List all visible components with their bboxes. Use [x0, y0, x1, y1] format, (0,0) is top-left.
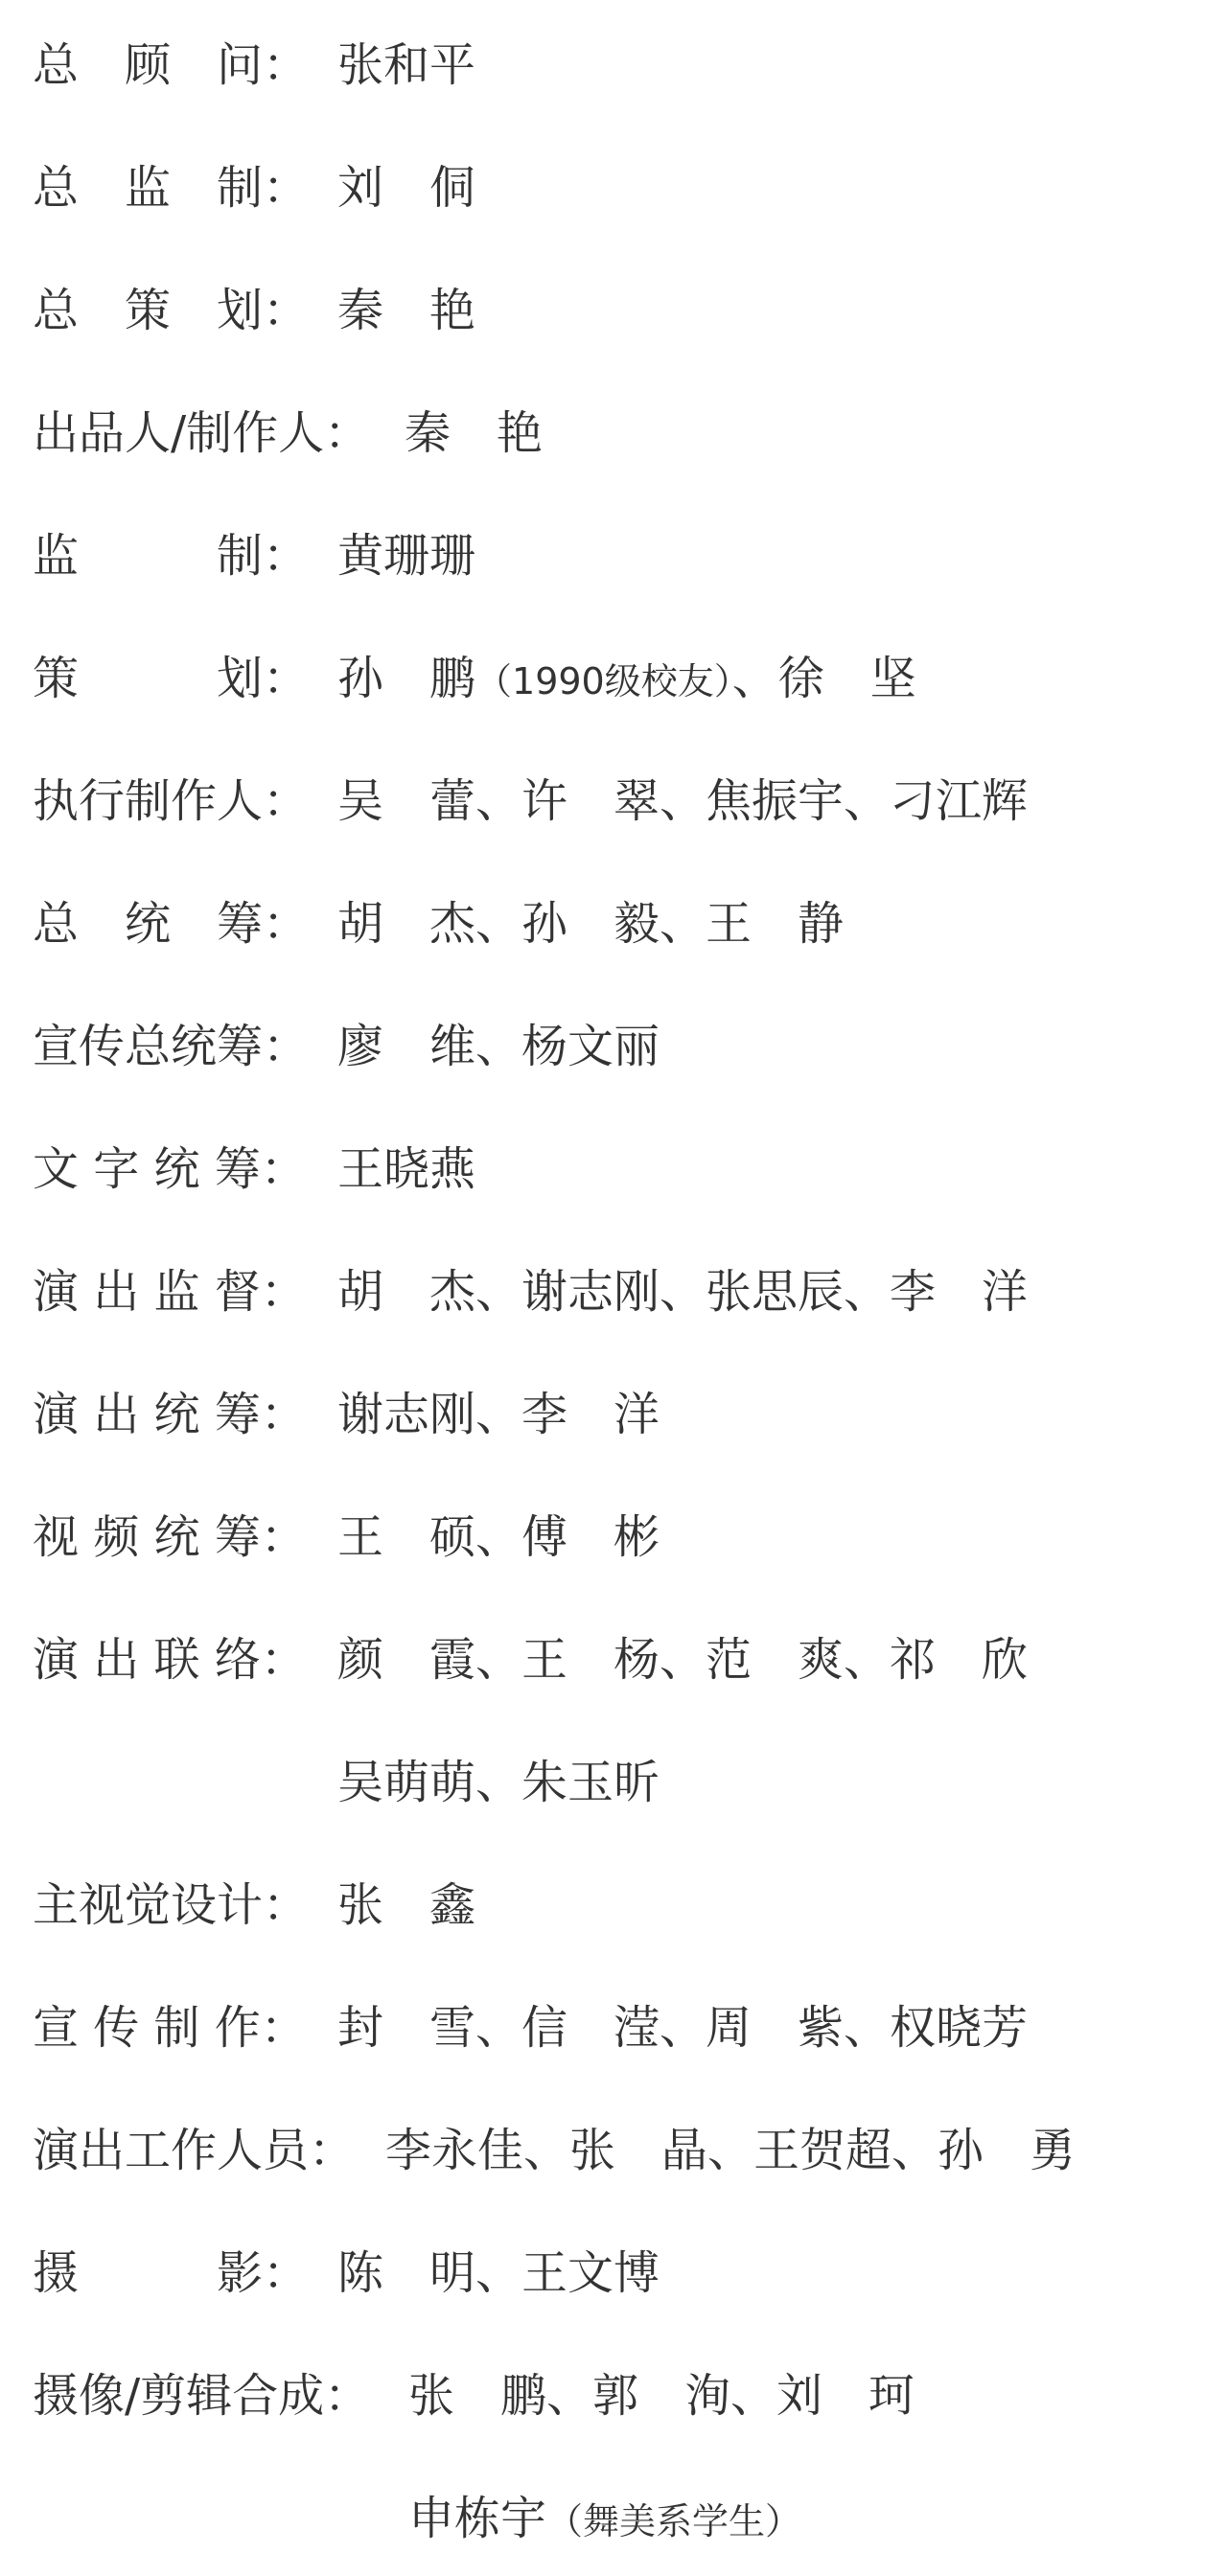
- credit-row-performance-coordinator: [0, 1376, 1227, 1453]
- credit-name: 、徐 坚: [731, 652, 916, 705]
- credit-value: 刘 侗: [337, 161, 476, 215]
- credit-row-executive-producer: [0, 763, 1227, 840]
- credit-label: 总 顾 问：: [33, 38, 310, 92]
- credit-label: 视 频 统 筹：: [33, 1510, 307, 1564]
- credit-value: 张 鹏、郭 洵、刘 珂: [408, 2369, 915, 2423]
- credit-value: 秦 艳: [405, 406, 544, 460]
- credit-row-producer: [0, 395, 1227, 472]
- credit-row-publicity-coordinator: [0, 1008, 1227, 1085]
- credit-value: 胡 杰、孙 毅、王 静: [337, 897, 845, 951]
- credit-label: 出品人/制作人：: [33, 406, 371, 460]
- credit-value: [337, 640, 916, 720]
- credit-value: 颜 霞、王 杨、范 爽、祁 欣: [337, 1633, 1029, 1687]
- credit-row-performance-staff: [0, 2112, 1227, 2189]
- credit-label: 宣 传 制 作：: [33, 2001, 307, 2055]
- credit-row-performance-liaison-cont: [0, 1744, 1227, 1821]
- credit-value: 廖 维、杨文丽: [337, 1020, 660, 1073]
- credit-row-general-advisor: [0, 27, 1227, 104]
- credit-row-performance-supervisor: [0, 1254, 1227, 1330]
- credit-label: 执行制作人：: [33, 774, 310, 828]
- credit-row-general-coordinator: [0, 886, 1227, 962]
- credit-label: 演出工作人员：: [33, 2124, 356, 2177]
- credit-label: 宣传总统筹：: [33, 1020, 310, 1073]
- credit-label: 摄像/剪辑合成：: [33, 2369, 371, 2423]
- credit-label: 总 监 制：: [33, 161, 310, 215]
- credit-row-video-coordinator: [0, 1499, 1227, 1576]
- credit-row-chief-planner: [0, 272, 1227, 349]
- credit-row-planner: [0, 640, 1227, 717]
- credit-row-publicity-production: [0, 1990, 1227, 2066]
- credit-value: 王 硕、傅 彬: [337, 1510, 660, 1564]
- credit-row-visual-designer: [0, 1867, 1227, 1944]
- credit-row-video-editing: [0, 2358, 1227, 2434]
- credit-value: 秦 艳: [337, 284, 476, 337]
- credit-value: [408, 2480, 801, 2560]
- credit-row-text-coordinator: [0, 1131, 1227, 1208]
- credit-label: 文 字 统 筹：: [33, 1142, 307, 1196]
- credit-label: 演 出 统 筹：: [33, 1388, 307, 1441]
- credit-label: 演 出 联 络：: [33, 1633, 307, 1687]
- credit-value: 张 鑫: [337, 1878, 476, 1932]
- credit-value: 吴 蕾、许 翠、焦振宇、刁江辉: [337, 774, 1029, 828]
- credit-row-chief-supervisor: [0, 150, 1227, 226]
- credit-label: 演 出 监 督：: [33, 1265, 307, 1319]
- credit-value: 吴萌萌、朱玉昕: [337, 1756, 660, 1809]
- credit-value: 陈 明、王文博: [337, 2246, 660, 2300]
- credit-value: 胡 杰、谢志刚、张思辰、李 洋: [337, 1265, 1029, 1319]
- credit-value: 李永佳、张 晶、王贺超、孙 勇: [385, 2124, 1077, 2177]
- credit-label: 总 策 划：: [33, 284, 310, 337]
- credit-label: 主视觉设计：: [33, 1878, 310, 1932]
- credit-label: 总 统 筹：: [33, 897, 310, 951]
- credit-row-photography: [0, 2235, 1227, 2312]
- credit-row-supervisor: [0, 518, 1227, 594]
- credit-row-video-editing-cont: [0, 2480, 1227, 2557]
- credit-value: 黄珊珊: [337, 529, 476, 583]
- credit-note: （1990级校友）: [475, 660, 732, 702]
- credit-label: 监 制：: [33, 529, 310, 583]
- credit-value: 封 雪、信 滢、周 紫、权晓芳: [337, 2001, 1029, 2055]
- credit-label: 摄 影：: [33, 2246, 310, 2300]
- credit-name: 申栋宇: [408, 2492, 547, 2545]
- credit-value: 王晓燕: [337, 1142, 476, 1196]
- credit-note: （舞美系学生）: [546, 2500, 802, 2542]
- credit-value: 张和平: [337, 38, 476, 92]
- credit-value: 谢志刚、李 洋: [337, 1388, 660, 1441]
- credit-row-performance-liaison: [0, 1622, 1227, 1698]
- credit-name: 孙 鹏: [337, 652, 476, 705]
- credit-label: 策 划：: [33, 652, 310, 705]
